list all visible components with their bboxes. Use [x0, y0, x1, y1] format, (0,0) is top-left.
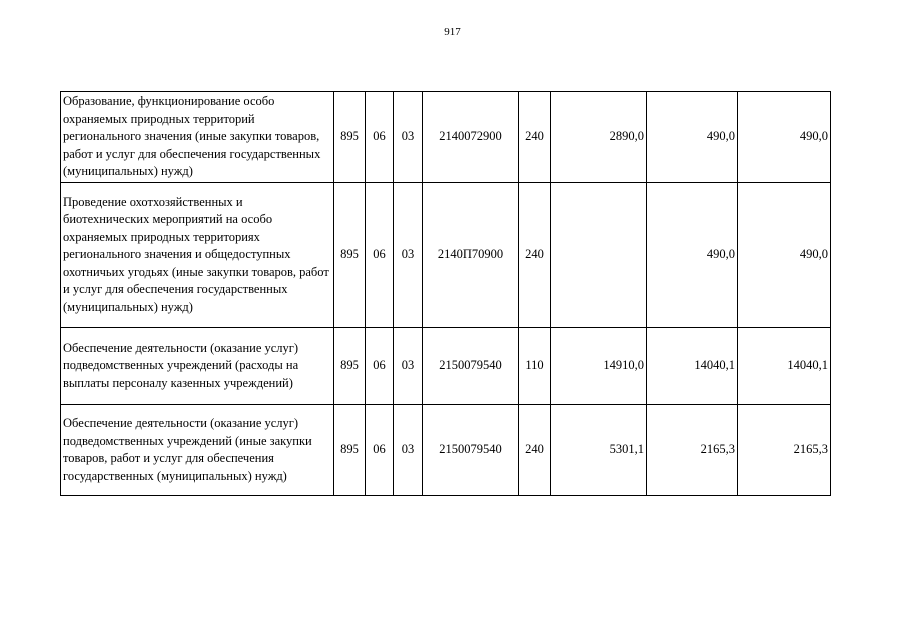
section-code: 06	[366, 92, 394, 183]
ministry-code: 895	[334, 92, 366, 183]
table-row	[61, 92, 831, 183]
table-row	[61, 183, 831, 328]
ministry-code: 895	[334, 405, 366, 496]
subsection-code: 03	[394, 405, 423, 496]
subsection-code: 03	[394, 92, 423, 183]
section-code: 06	[366, 183, 394, 328]
amount-year-2: 490,0	[647, 183, 738, 328]
amount-year-2: 14040,1	[647, 328, 738, 405]
target-article-code: 2150079540	[423, 405, 519, 496]
expense-type-code: 240	[519, 405, 551, 496]
row-description: Проведение охотхозяйственных и биотехнических мероприятий на особо охраняемых природных территориях регионального значения и общедоступных охотничьих угодьях (иные закупки товаров, работ и услуг для обеспечения государственных (муниципальных) нужд)	[61, 183, 334, 328]
table-row	[61, 328, 831, 405]
amount-year-2: 490,0	[647, 92, 738, 183]
amount-year-3: 2165,3	[738, 405, 831, 496]
budget-table	[60, 91, 831, 496]
target-article-code: 2140П70900	[423, 183, 519, 328]
amount-year-3: 490,0	[738, 183, 831, 328]
section-code: 06	[366, 328, 394, 405]
ministry-code: 895	[334, 328, 366, 405]
target-article-code: 2140072900	[423, 92, 519, 183]
table-row	[61, 405, 831, 496]
expense-type-code: 110	[519, 328, 551, 405]
ministry-code: 895	[334, 183, 366, 328]
amount-year-1: 14910,0	[551, 328, 647, 405]
subsection-code: 03	[394, 328, 423, 405]
section-code: 06	[366, 405, 394, 496]
page-number: 917	[444, 26, 461, 38]
row-description: Обеспечение деятельности (оказание услуг) подведомственных учреждений (расходы на выплаты персоналу казенных учреждений)	[61, 328, 334, 405]
row-description: Обеспечение деятельности (оказание услуг) подведомственных учреждений (иные закупки товаров, работ и услуг для обеспечения государственных (муниципальных) нужд)	[61, 405, 334, 496]
amount-year-2: 2165,3	[647, 405, 738, 496]
amount-year-3: 490,0	[738, 92, 831, 183]
row-description: Образование, функционирование особо охраняемых природных территорий регионального значения (иные закупки товаров, работ и услуг для обеспечения государственных (муниципальных) нужд)	[61, 92, 334, 183]
amount-year-1	[551, 183, 647, 328]
target-article-code: 2150079540	[423, 328, 519, 405]
table-body	[61, 92, 831, 496]
expense-type-code: 240	[519, 183, 551, 328]
subsection-code: 03	[394, 183, 423, 328]
amount-year-1: 5301,1	[551, 405, 647, 496]
amount-year-3: 14040,1	[738, 328, 831, 405]
amount-year-1: 2890,0	[551, 92, 647, 183]
expense-type-code: 240	[519, 92, 551, 183]
